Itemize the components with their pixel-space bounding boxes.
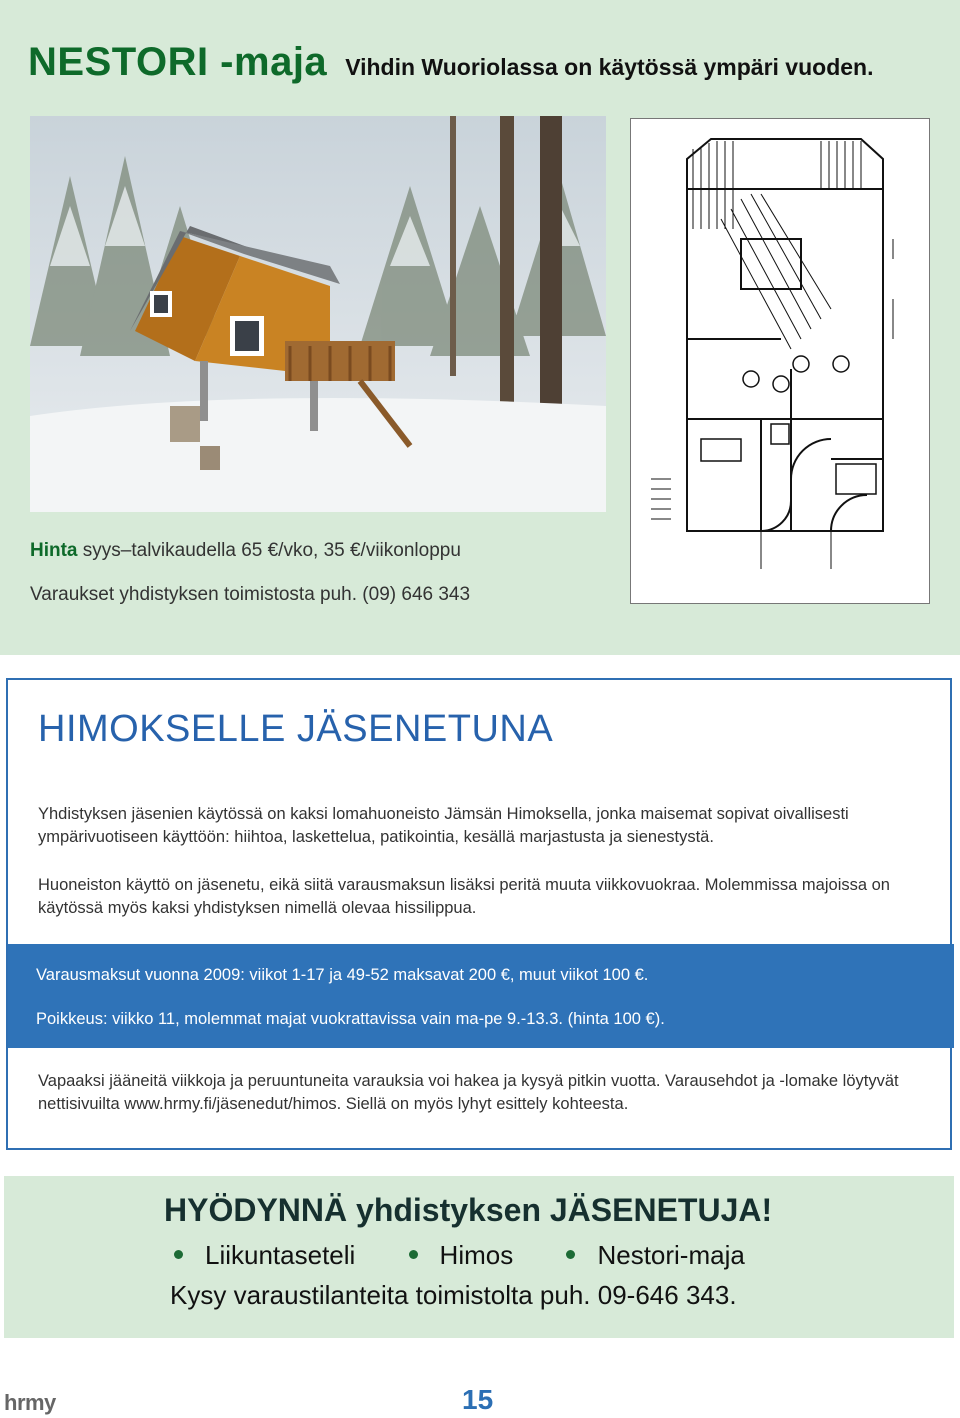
headline <box>28 40 873 85</box>
booking-line: Varaukset yhdistyksen toimistosta puh. (09) 646 343 <box>30 584 471 605</box>
floorplan-drawing <box>630 118 930 604</box>
bullet-icon <box>409 1250 418 1259</box>
list-item-label: Nestori-maja <box>597 1240 745 1270</box>
list-item-label: Himos <box>439 1240 514 1270</box>
fees-banner <box>8 944 954 1048</box>
floorplan-illustration <box>631 119 929 603</box>
bullet-icon <box>566 1250 575 1259</box>
price-line <box>30 540 461 562</box>
list-item <box>566 1240 744 1270</box>
promo-box <box>4 1176 954 1338</box>
list-item <box>174 1240 355 1270</box>
himos-benefit-box <box>6 678 952 1150</box>
page-number: 15 <box>462 1384 494 1415</box>
fees-line: Varausmaksut vuonna 2009: viikot 1-17 ja 49-52 maksavat 200 €, muut viikot 100 €. <box>36 966 649 984</box>
footer-logo: hrmy <box>4 1390 56 1415</box>
cabin-photo <box>30 116 606 512</box>
page-subtitle: Vihdin Wuoriolassa on käytössä ympäri vuoden. <box>345 54 874 80</box>
exception-line: Poikkeus: viikko 11, molemmat majat vuokrattavissa vain ma-pe 9.-13.3. (hinta 100 €). <box>36 1010 665 1028</box>
price-label: Hinta <box>30 540 78 561</box>
promo-list <box>174 1240 791 1271</box>
availability-paragraph: Vapaaksi jääneitä viikkoja ja peruuntuneita varauksia voi hakea ja kysyä pitkin vuotta. Varausehdot ja -lomake löytyvät nettisivuilta www.hrmy.fi/jäsenedut/himos. Siellä on myös lyhyt esittely kohteesta. <box>38 1072 899 1113</box>
page-title: NESTORI -maja <box>28 40 328 84</box>
section-title: HIMOKSELLE JÄSENETUNA <box>38 708 554 750</box>
list-item-label: Liikuntaseteli <box>205 1240 356 1270</box>
bullet-icon <box>174 1250 183 1259</box>
cabin-photo-illustration <box>30 116 606 512</box>
price-text: syys–talvikaudella 65 €/vko, 35 €/viikonloppu <box>77 540 461 561</box>
intro-paragraph: Yhdistyksen jäsenien käytössä on kaksi lomahuoneisto Jämsän Himoksella, jonka maisemat sopivat oivallisesti ympärivuotiseen käyttöön: hiihtoa, laskettelua, patikointia, kesällä marjastusta ja sienestystä. <box>38 805 849 846</box>
list-item <box>409 1240 514 1270</box>
usage-paragraph: Huoneiston käyttö on jäsenetu, eikä siitä varausmaksun lisäksi peritä muuta viikkovuokraa. Molemmissa majoissa on käytössä myös kaksi yhdistyksen nimellä olevaa hissilippua. <box>38 876 890 917</box>
promo-title: HYÖDYNNÄ yhdistyksen JÄSENETUJA! <box>164 1192 773 1228</box>
promo-contact: Kysy varaustilanteita toimistolta puh. 09-646 343. <box>170 1280 737 1310</box>
